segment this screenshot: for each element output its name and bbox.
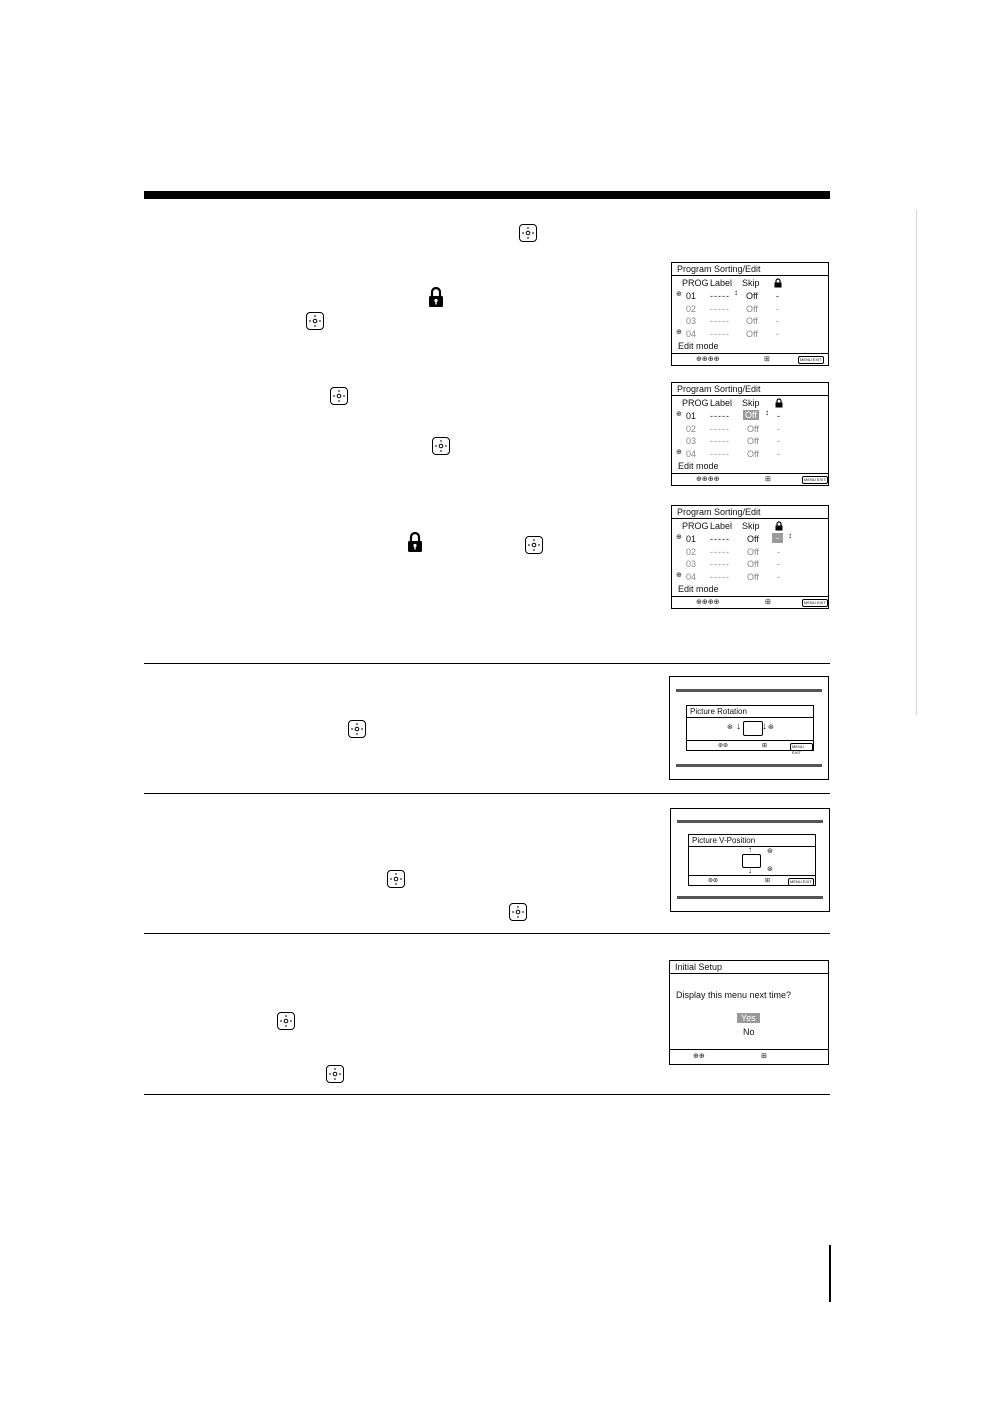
screen-bar <box>676 764 822 767</box>
prog-number: 03 <box>686 316 697 326</box>
enter-icon <box>519 224 537 242</box>
lock-icon <box>775 398 783 408</box>
skip-value: Off <box>747 449 759 459</box>
initial-setup-screen <box>669 960 829 1065</box>
osd-footer <box>672 473 828 485</box>
lock-value: - <box>776 316 779 326</box>
header-label: Label <box>710 398 733 408</box>
osd-footer <box>670 1049 828 1064</box>
label-value: ----- <box>710 304 730 314</box>
page-edge-mark <box>829 1245 831 1302</box>
menu-exit-badge: MENU EXIT <box>790 743 813 751</box>
osd-footer <box>672 596 828 608</box>
divider <box>144 663 830 664</box>
lock-value: - <box>777 424 780 434</box>
option-no: No <box>743 1027 755 1037</box>
enter-icon <box>525 536 543 554</box>
enter-icon: ⊞ <box>765 878 771 884</box>
skip-value: Off <box>747 547 759 557</box>
osd-title: Program Sorting/Edit <box>672 263 828 276</box>
lock-value: - <box>777 436 780 446</box>
enter-icon <box>348 720 366 738</box>
label-value: ----- <box>710 572 730 582</box>
lock-value: - <box>776 329 779 339</box>
down-icon: ⊕ <box>676 329 682 336</box>
header-prog: PROG <box>682 521 709 531</box>
skip-value: Off <box>747 534 759 544</box>
enter-icon <box>326 1065 344 1083</box>
osd-title: Program Sorting/Edit <box>672 506 828 519</box>
prog-number: 01 <box>686 411 697 421</box>
header-prog: PROG <box>682 398 709 408</box>
skip-value: Off <box>747 559 759 569</box>
down-arrow-icon: ↓ <box>748 866 752 875</box>
lock-value: - <box>777 572 780 582</box>
osd-footer <box>672 353 828 365</box>
lock-icon <box>407 531 423 553</box>
enter-icon: ⊞ <box>765 599 771 606</box>
picture-rotation-screen <box>669 676 829 780</box>
divider <box>144 933 830 934</box>
prog-number: 02 <box>686 424 697 434</box>
lock-value: - <box>777 411 780 421</box>
rotate-right-arrow-icon: ↓ <box>762 721 767 732</box>
updown-arrow-icon: ↕ <box>788 531 792 540</box>
prog-number: 02 <box>686 547 697 557</box>
label-value: ----- <box>710 316 730 326</box>
mode-label: Edit mode <box>678 584 719 594</box>
menu-exit-badge: MENU EXIT <box>804 600 826 605</box>
label-value: ----- <box>710 411 730 421</box>
up-icon: ⊛ <box>767 848 773 855</box>
enter-icon: ⊞ <box>761 1053 767 1060</box>
label-value: ----- <box>710 534 730 544</box>
skip-value: Off <box>747 572 759 582</box>
rotation-box <box>743 721 763 736</box>
mode-label: Edit mode <box>678 461 719 471</box>
arrows-icon: ⊛⊛ <box>708 878 719 884</box>
up-icon: ⊕ <box>676 534 682 541</box>
v-position-dialog <box>688 834 816 886</box>
lock-icon <box>775 521 783 531</box>
header-prog: PROG <box>682 278 709 288</box>
program-edit-screen-2 <box>671 382 829 486</box>
skip-value: Off <box>746 291 758 301</box>
setup-question: Display this menu next time? <box>676 990 792 1000</box>
enter-icon <box>277 1012 295 1030</box>
header-skip: Skip <box>742 278 760 288</box>
enter-icon: ⊞ <box>765 476 771 483</box>
menu-exit-badge: MENU EXIT <box>804 477 826 482</box>
program-edit-screen-3 <box>671 505 829 609</box>
label-value: ----- <box>710 424 730 434</box>
enter-icon <box>306 312 324 330</box>
prog-number: 04 <box>686 449 697 459</box>
prog-number: 03 <box>686 436 697 446</box>
rotation-dialog <box>686 705 814 755</box>
side-margin-line <box>916 210 917 715</box>
section-heading-bar <box>144 191 830 199</box>
arrows-icon: ⊕⊕ <box>693 1053 705 1060</box>
updown-arrow-icon: ↕ <box>734 288 738 297</box>
header-label: Label <box>710 521 733 531</box>
screen-bar <box>677 896 823 899</box>
osd-title: Program Sorting/Edit <box>672 383 828 396</box>
program-edit-screen-1 <box>671 262 829 366</box>
lock-value: - <box>776 291 779 301</box>
header-skip: Skip <box>742 398 760 408</box>
mode-label: Edit mode <box>678 341 719 351</box>
skip-value: Off <box>746 304 758 314</box>
prog-number: 01 <box>686 534 697 544</box>
skip-value: Off <box>747 436 759 446</box>
menu-exit-badge: MENU EXIT <box>800 357 822 362</box>
skip-value: Off <box>747 424 759 434</box>
up-arrow-icon: ↑ <box>748 845 752 854</box>
prog-number: 01 <box>686 291 697 301</box>
skip-value: Off <box>746 329 758 339</box>
lock-value: - <box>776 304 779 314</box>
lock-value-selected: - <box>772 533 783 543</box>
updown-arrow-icon: ↕ <box>765 408 769 417</box>
menu-exit-badge: MENU EXIT <box>790 879 812 884</box>
enter-icon <box>509 903 527 921</box>
header-label: Label <box>710 278 733 288</box>
enter-icon: ⊞ <box>762 743 768 749</box>
prog-number: 03 <box>686 559 697 569</box>
divider <box>144 1094 830 1095</box>
up-icon: ⊕ <box>676 411 682 418</box>
down-icon: ⊛ <box>767 866 773 873</box>
skip-value: Off <box>746 316 758 326</box>
dialog-title: Picture V-Position <box>692 836 756 845</box>
arrows-icon: ⊕⊕⊕⊕ <box>696 356 720 363</box>
dialog-title: Picture Rotation <box>690 707 747 716</box>
arrows-icon: ⊕⊕⊕⊕ <box>696 476 720 483</box>
right-icon: ⊛ <box>768 724 774 731</box>
divider <box>144 793 830 794</box>
enter-icon <box>330 387 348 405</box>
label-value: ----- <box>710 291 730 301</box>
down-icon: ⊕ <box>676 572 682 579</box>
label-value: ----- <box>710 559 730 569</box>
lock-icon <box>428 286 444 308</box>
rotate-left-arrow-icon: ↓ <box>736 721 741 732</box>
header-skip: Skip <box>742 521 760 531</box>
label-value: ----- <box>710 436 730 446</box>
screen-bar <box>676 689 822 692</box>
label-value: ----- <box>710 329 730 339</box>
down-icon: ⊕ <box>676 449 682 456</box>
enter-icon <box>387 870 405 888</box>
arrows-icon: ⊛⊛ <box>718 743 729 749</box>
up-icon: ⊕ <box>676 291 682 298</box>
arrows-icon: ⊕⊕⊕⊕ <box>696 599 720 606</box>
left-icon: ⊛ <box>727 724 733 731</box>
skip-value-selected: Off <box>745 410 757 420</box>
prog-number: 02 <box>686 304 697 314</box>
lock-value: - <box>777 449 780 459</box>
lock-value: - <box>777 559 780 569</box>
enter-icon: ⊞ <box>764 356 770 363</box>
label-value: ----- <box>710 449 730 459</box>
picture-v-position-screen <box>670 808 830 912</box>
osd-title: Initial Setup <box>670 961 828 974</box>
screen-bar <box>677 820 823 823</box>
prog-number: 04 <box>686 572 697 582</box>
prog-number: 04 <box>686 329 697 339</box>
label-value: ----- <box>710 547 730 557</box>
enter-icon <box>432 437 450 455</box>
lock-value: - <box>777 547 780 557</box>
option-yes-selected: Yes <box>737 1013 760 1023</box>
lock-icon <box>774 278 782 288</box>
